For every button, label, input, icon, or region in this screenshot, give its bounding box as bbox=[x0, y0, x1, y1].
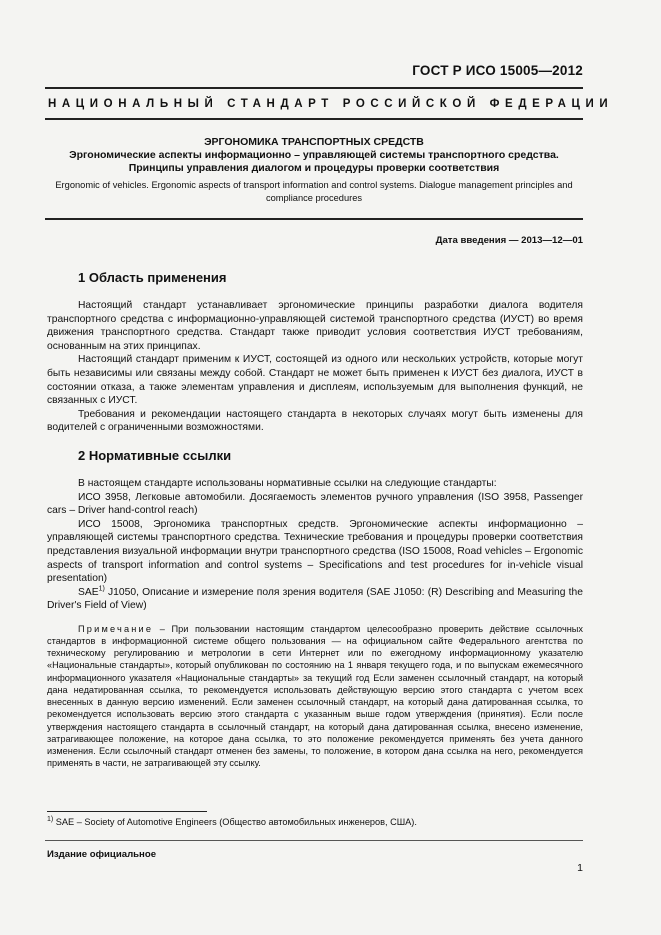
footer-rule bbox=[45, 840, 583, 841]
title-block bbox=[45, 136, 583, 205]
page-number: 1 bbox=[577, 862, 583, 874]
main-content bbox=[47, 270, 583, 769]
footnote-rule bbox=[47, 811, 207, 812]
title-top-rule bbox=[45, 118, 583, 120]
section-2-intro: В настоящем стандарте использованы нормативные ссылки на следующие стандарты: bbox=[78, 477, 497, 489]
section-2-heading: 2 Нормативные ссылки bbox=[78, 447, 232, 463]
footnote-marker: 1) bbox=[98, 585, 105, 593]
sae-text: J1050, Описание и измерение поля зрения водителя (SAE J1050: (R) Describing and Measuring the Driver's Field of View) bbox=[47, 586, 583, 612]
note bbox=[47, 623, 583, 769]
note-text: – При пользовании настоящим стандартом целесообразно проверить действие ссылочных стандартов в информационной системе общего пользования — на официальном сайте Федерального агентства по техническому регулированию и метрологии в сети Интернет или по ежегодному информационному указателю «Национальные стандарты», который опубликован по состоянию на 1 января текущего года, и по выпускам ежемесячного информационного указателя «Национальные стандарты» за текущий год Если заменен ссылочный стандарт, на который дана недатированная ссылка, то рекомендуется использовать действующую версию этого стандарта с учетом всех внесенных в данную версию изменений. Если заменен ссылочный стандарт, на который дана датированная ссылка, то рекомендуется использовать версию этого стандарта с указанным выше годом утверждения (принятия). Если после утверждения настоящего стандарта в ссылочный стандарт, на который дана датированная ссылка, внесено изменение, затрагивающее положение, на которое дана ссылка, то это положение рекомендуется применять без учета данного изменения. Если ссылочный стандарт отменен без замены, то положение, в котором дана ссылка на него, рекомендуется применять в части, не затрагивающей эту ссылку. bbox=[47, 623, 583, 769]
section-1-paragraph: Настоящий стандарт применим к ИУСТ, состоящей из одного или нескольких устройств, которые могут быть независимы или связаны между собой. Стандарт не может быть применен к ИУСТ без диалога, ИУСТ в состоянии отказа, а также элементам управления и дисплеям, используемым для выполнения функций, не связанных с ИУСТ. bbox=[47, 354, 583, 407]
section-1-paragraph: Требования и рекомендации настоящего стандарта в некоторых случаях могут быть изменены для водителей с ограниченными возможностями. bbox=[47, 408, 583, 434]
note-label: Примечание bbox=[78, 623, 154, 634]
title-main: ЭРГОНОМИКА ТРАНСПОРТНЫХ СРЕДСТВ bbox=[204, 136, 424, 148]
footnote bbox=[47, 817, 583, 827]
footnote-text: SAE – Society of Automotive Engineers (Общество автомобильных инженеров, США). bbox=[53, 817, 417, 827]
section-1-heading: 1 Область применения bbox=[78, 270, 227, 285]
title-english: Ergonomic of vehicles. Ergonomic aspects of transport information and control systems. Dialogue management principles and compliance procedures bbox=[55, 180, 573, 203]
section-1-paragraph: Настоящий стандарт устанавливает эргономические принципы разработки диалога водителя транспортного средства с информационно-управляющей системой транспортного средства (ИУСТ) во время движения транспортного средства. Стандарт также приводит условия соответствия ИУСТ требованиям, основанным на этих принципах. bbox=[47, 300, 583, 352]
header-rule bbox=[45, 87, 583, 89]
national-standard-label: НАЦИОНАЛЬНЫЙ СТАНДАРТ РОССИЙСКОЙ ФЕДЕРАЦИИ bbox=[48, 98, 614, 110]
reference-item-sae bbox=[47, 586, 583, 613]
title-subtitle: Эргономические аспекты информационно – управляющей системы транспортного средства. Принципы управления диалогом и процедуры проверки соответствия bbox=[69, 149, 559, 174]
reference-item: ИСО 15008, Эргономика транспортных средств. Эргономические аспекты информационно – управляющей системы транспортного средства. Технические требования и процедуры проверки соответствия представления визуальной информации внутри транспортного средства (ISO 15008, Road vehicles – Ergonomic aspects of transport information and control systems – Specifications and test procedures for in-vehicle visual presentation) bbox=[47, 518, 583, 585]
footnote-marker: 1) bbox=[47, 815, 54, 823]
title-bottom-rule bbox=[45, 218, 583, 220]
standard-code: ГОСТ Р ИСО 15005—2012 bbox=[412, 63, 583, 78]
reference-item: ИСО 3958, Легковые автомобили. Досягаемость элементов ручного управления (ISO 3958, Passenger cars – Driver hand-control reach) bbox=[47, 491, 583, 517]
introduction-date: Дата введения — 2013—12—01 bbox=[435, 235, 583, 246]
sae-prefix: SAE bbox=[78, 586, 99, 598]
edition-label: Издание официальное bbox=[47, 849, 157, 860]
